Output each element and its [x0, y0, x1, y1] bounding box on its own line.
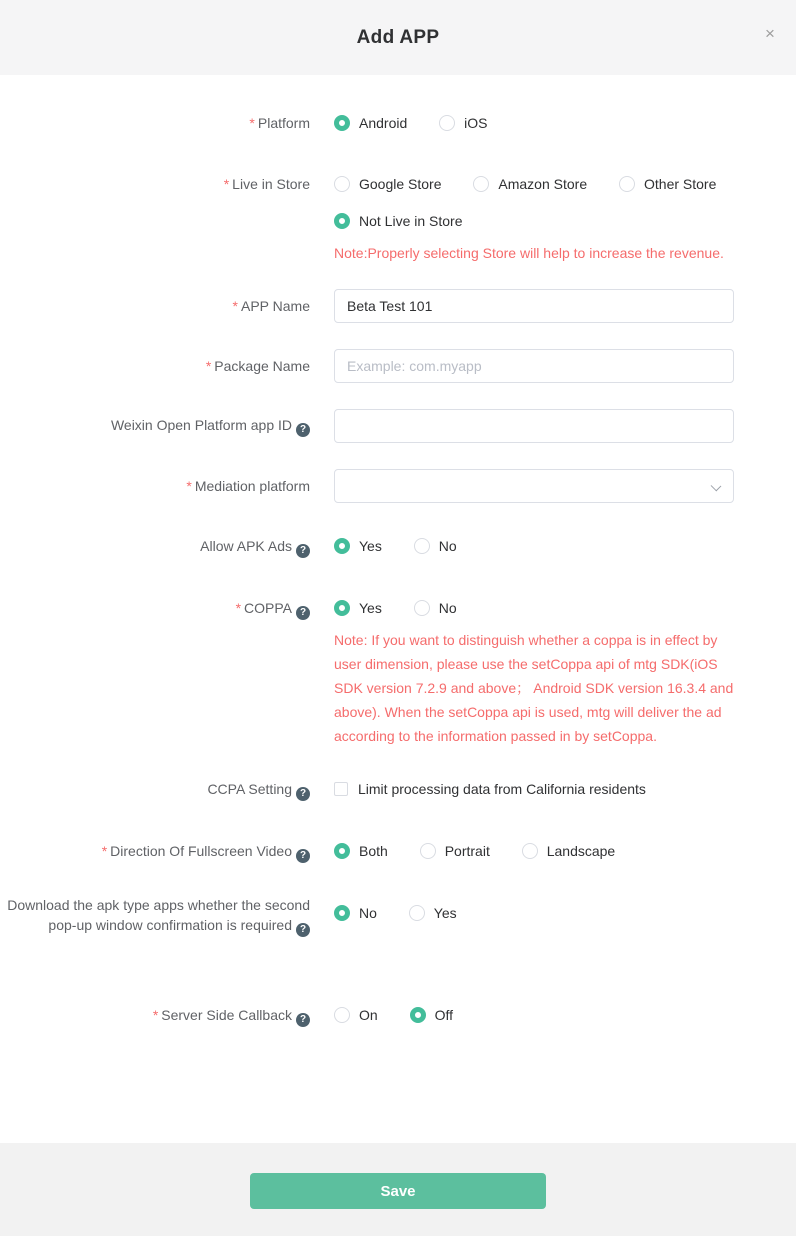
platform-label: * Platform — [249, 115, 310, 131]
radio-allow-apk-no[interactable]: No — [414, 536, 457, 556]
ccpa-checkbox-option[interactable]: Limit processing data from California residents — [334, 779, 646, 799]
store-note: Note:Properly selecting Store will help to increase the revenue. — [334, 245, 724, 261]
package-name-label: * Package Name — [205, 358, 310, 374]
app-name-row — [0, 289, 796, 323]
apk-second-popup-row — [0, 895, 796, 937]
allow-apk-ads-row — [0, 536, 796, 558]
radio-amazon-store[interactable]: Amazon Store — [473, 174, 587, 194]
checkbox-unchecked-icon[interactable] — [334, 782, 348, 796]
mediation-platform-row — [0, 469, 796, 503]
required-asterisk: * — [223, 176, 230, 192]
save-button[interactable]: Save — [250, 1173, 546, 1209]
radio-selected-icon[interactable] — [334, 600, 350, 616]
radio-allow-apk-yes[interactable]: Yes — [334, 536, 382, 556]
radio-selected-icon[interactable] — [334, 843, 350, 859]
ccpa-setting-label: CCPA Setting ? — [0, 779, 310, 801]
help-icon[interactable] — [296, 923, 310, 937]
required-asterisk: * — [186, 478, 192, 494]
dialog-body — [0, 75, 796, 1143]
radio-selected-icon[interactable] — [410, 1007, 426, 1023]
platform-row — [0, 113, 796, 134]
radio-other-store[interactable]: Other Store — [619, 174, 716, 194]
radio-unselected-icon[interactable] — [409, 905, 425, 921]
help-icon[interactable] — [296, 606, 310, 620]
chevron-down-icon — [711, 481, 722, 492]
help-icon[interactable] — [296, 849, 310, 863]
direction-fullscreen-video-row — [0, 841, 796, 863]
help-icon[interactable] — [296, 423, 310, 437]
radio-unselected-icon[interactable] — [473, 176, 489, 192]
radio-callback-off[interactable]: Off — [410, 1005, 453, 1025]
app-name-input[interactable] — [334, 289, 734, 323]
help-icon[interactable] — [296, 787, 310, 801]
radio-unselected-icon[interactable] — [414, 538, 430, 554]
radio-apk-popup-yes[interactable]: Yes — [409, 903, 457, 923]
help-icon[interactable] — [296, 1013, 310, 1027]
live-in-store-options — [334, 174, 734, 265]
dialog-header — [0, 0, 796, 75]
close-icon[interactable]: × — [765, 24, 775, 43]
radio-google-store[interactable]: Google Store — [334, 174, 442, 194]
radio-not-live-in-store[interactable]: Not Live in Store — [334, 211, 463, 231]
mediation-platform-select[interactable] — [334, 469, 734, 503]
required-asterisk: * — [205, 358, 212, 374]
apk-second-popup-label: Download the apk type apps whether the second pop-up window confirmation is required? — [0, 895, 310, 937]
coppa-note: Note: If you want to distinguish whether a coppa is in effect by user dimension, please use the setCoppa api of mtg SDK(iOS SDK version 7.2.9 and above； Android SDK version 16.3.4 and above). When the setCoppa api is used, mtg will deliver the ad according to the information passed in by setCoppa. — [334, 632, 734, 744]
radio-selected-icon[interactable] — [334, 905, 350, 921]
required-asterisk: * — [101, 843, 108, 859]
radio-platform-ios[interactable]: iOS — [439, 113, 487, 133]
server-side-callback-row — [0, 1005, 796, 1027]
radio-callback-on[interactable]: On — [334, 1005, 378, 1025]
required-asterisk: * — [235, 600, 242, 616]
radio-coppa-yes[interactable]: Yes — [334, 598, 382, 618]
mediation-platform-label: * Mediation platform — [186, 478, 310, 494]
live-in-store-label: * Live in Store — [223, 176, 310, 192]
live-in-store-row — [0, 174, 796, 265]
ccpa-setting-row — [0, 779, 796, 801]
radio-coppa-no[interactable]: No — [414, 598, 457, 618]
radio-direction-both[interactable]: Both — [334, 841, 388, 861]
direction-fullscreen-video-label: * Direction Of Fullscreen Video ? — [0, 841, 310, 863]
radio-unselected-icon[interactable] — [414, 600, 430, 616]
server-side-callback-label: * Server Side Callback ? — [0, 1005, 310, 1027]
weixin-app-id-label: Weixin Open Platform app ID? — [0, 415, 310, 437]
required-asterisk: * — [232, 298, 238, 314]
radio-selected-icon[interactable] — [334, 213, 350, 229]
dialog-footer — [0, 1143, 796, 1236]
radio-selected-icon[interactable] — [334, 115, 350, 131]
radio-platform-android[interactable]: Android — [334, 113, 407, 133]
radio-selected-icon[interactable] — [334, 538, 350, 554]
radio-direction-portrait[interactable]: Portrait — [420, 841, 490, 861]
app-name-label: * APP Name — [232, 298, 310, 314]
radio-unselected-icon[interactable] — [619, 176, 635, 192]
package-name-input[interactable] — [334, 349, 734, 383]
allow-apk-ads-label: Allow APK Ads ? — [0, 536, 310, 558]
platform-options — [334, 113, 734, 134]
required-asterisk: * — [249, 115, 255, 131]
coppa-row — [0, 598, 796, 748]
radio-unselected-icon[interactable] — [334, 176, 350, 192]
radio-unselected-icon[interactable] — [334, 1007, 350, 1023]
package-name-row — [0, 349, 796, 383]
radio-direction-landscape[interactable]: Landscape — [522, 841, 616, 861]
coppa-label: * COPPA ? — [0, 598, 310, 620]
required-asterisk: * — [152, 1007, 159, 1023]
weixin-app-id-row — [0, 409, 796, 443]
radio-unselected-icon[interactable] — [439, 115, 455, 131]
help-icon[interactable] — [296, 544, 310, 558]
dialog-title: Add APP — [356, 26, 440, 48]
radio-unselected-icon[interactable] — [420, 843, 436, 859]
radio-unselected-icon[interactable] — [522, 843, 538, 859]
radio-apk-popup-no[interactable]: No — [334, 903, 377, 923]
weixin-app-id-input[interactable] — [334, 409, 734, 443]
